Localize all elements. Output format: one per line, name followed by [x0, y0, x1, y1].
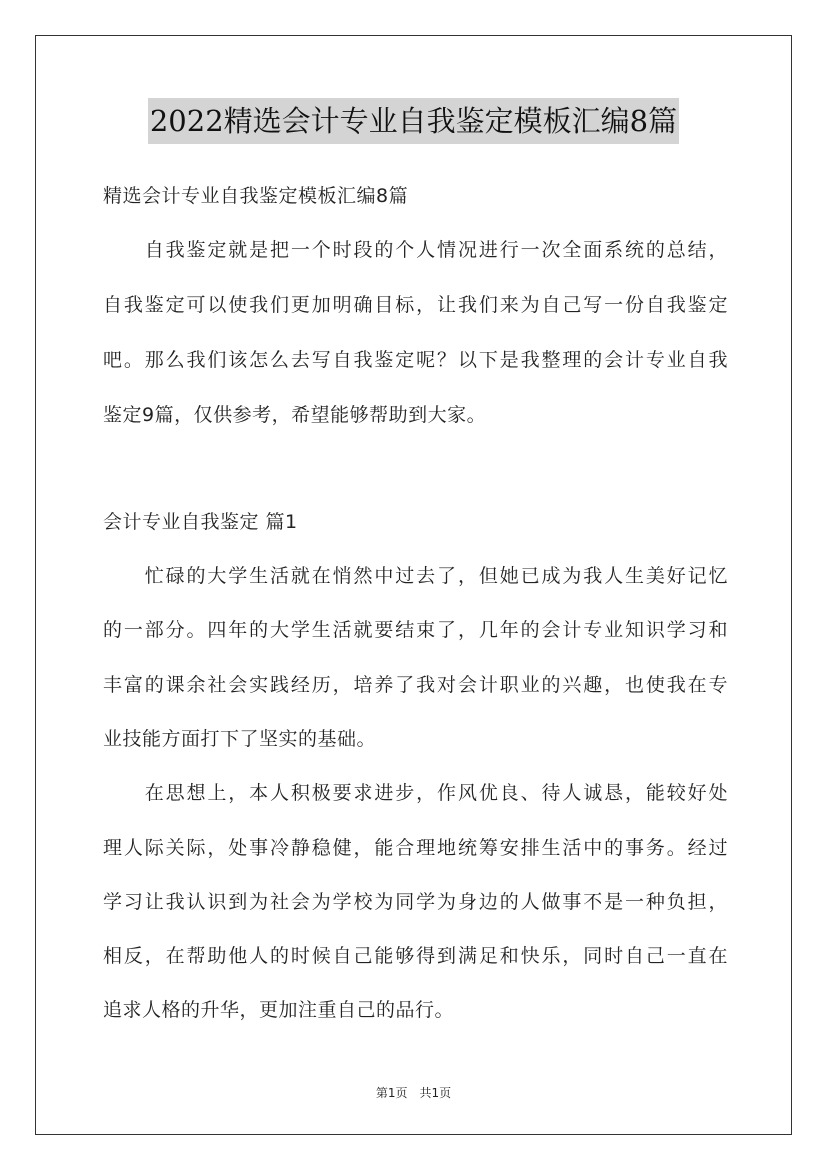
intro-line: 吧。那么我们该怎么去写自我鉴定呢？以下是我整理的会计专业自我 — [103, 349, 728, 371]
page-footer: 第1页 共1页 — [375, 1086, 452, 1100]
paragraph-line: 追求人格的升华，更加注重自己的品行。 — [103, 999, 455, 1021]
intro-line: 自我鉴定可以使我们更加明确目标，让我们来为自己写一份自我鉴定 — [103, 294, 728, 316]
paragraph-line: 相反，在帮助他人的时候自己能够得到满足和快乐，同时自己一直在 — [103, 945, 728, 967]
title-container — [0, 98, 827, 144]
intro-line: 自我鉴定就是把一个时段的个人情况进行一次全面系统的总结， — [103, 239, 728, 261]
paragraph-line: 理人际关际，处事冷静稳健，能合理地统筹安排生活中的事务。经过 — [103, 837, 728, 859]
section-heading: 会计专业自我鉴定 篇1 — [103, 511, 298, 533]
intro-line: 鉴定9篇，仅供参考，希望能够帮助到大家。 — [103, 404, 487, 426]
paragraph-line: 业技能方面打下了坚实的基础。 — [103, 728, 377, 750]
paragraph-line: 在思想上，本人积极要求进步，作风优良、待人诚恳，能较好处 — [103, 782, 728, 804]
paragraph-line: 的一部分。四年的大学生活就要结束了，几年的会计专业知识学习和 — [103, 619, 728, 641]
paragraph-line: 丰富的课余社会实践经历，培养了我对会计职业的兴趣，也使我在专 — [103, 674, 728, 696]
document-title: 2022精选会计专业自我鉴定模板汇编8篇 — [148, 98, 679, 144]
document-subtitle: 精选会计专业自我鉴定模板汇编8篇 — [103, 185, 409, 207]
paragraph-line: 忙碌的大学生活就在悄然中过去了，但她已成为我人生美好记忆 — [103, 565, 728, 587]
paragraph-line: 学习让我认识到为社会为学校为同学为身边的人做事不是一种负担， — [103, 891, 728, 913]
